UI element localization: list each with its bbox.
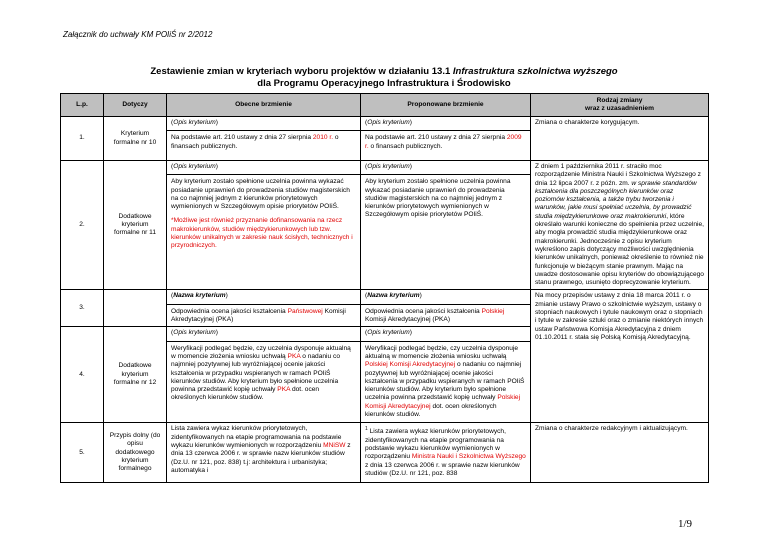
old-title: Opis kryterium xyxy=(173,163,216,170)
changes-table xyxy=(60,93,709,483)
table-row xyxy=(61,423,709,483)
old-cell: (Opis kryterium) Aby kryterium zostało spełnione uczelnia powinna wykazać posiadanie uprawnień do prowadzenia studiów magisterskich na co najmniej jednym z kierunków priorytetowych wymienionych w Szczegółowym opisie priorytetów POIiŚ. *Możliwe jest również przyznanie dofinansowania na rzecz makrokierunków, studiów międzykierunkowych lub tzw. kierunków unikalnych w zakresie nauk ścisłych, technicznych i przyrodniczych. xyxy=(167,161,361,290)
new-text: Odpowiednia ocena jakości kształcenia xyxy=(365,307,482,315)
page-number: 1/9 xyxy=(678,518,693,530)
old-red-2: PKA xyxy=(277,386,291,394)
old-cell: (Opis kryterium) Na podstawie art. 210 ustawy z dnia 27 sierpnia 2010 r. o finansach publicznych. xyxy=(167,117,361,161)
col-rodzaj-l2: wraz z uzasadnieniem xyxy=(585,105,654,112)
col-rodzaj-l1: Rodzaj zmiany xyxy=(596,96,643,104)
row-lp: 2. xyxy=(61,161,104,290)
col-obecne: Obecne brzmienie xyxy=(167,94,361,117)
new-cell: (Opis kryterium) Aby kryterium zostało spełnione uczelnia powinna wykazać posiadanie uprawnień do prowadzenia studiów magisterskich na co najmniej jednym z kierunków priorytetowych wymienionych w Szczegółowym opisie priorytetów POIiŚ. xyxy=(361,161,531,290)
new-title: Nazwa kryterium xyxy=(367,292,420,300)
rodzaj-cell: Zmiana o charakterze redakcyjnym i aktualizującym. xyxy=(531,423,709,483)
title-italic: Infrastruktura szkolnictwa wyższego xyxy=(452,66,618,77)
new-text-mid: o nadaniu co najmniej pozytywnej lub wyróżniającej ocenie jakości kształcenia w przypadku wspieranych w ramach POIiŚ kierunków studiów. Aby kryterium było spełnione uczelnia powinna przedstawić kopię uchwały xyxy=(365,361,525,402)
new-text-end: dot. ocen określonych kierunków studiów. xyxy=(365,402,497,419)
rodzaj-text: Z dniem 1 października 2011 r. straciło moc rozporządzenie Ministra Nauki i Szkolnictwa Wyższego z dnia 12 lipca 2007 r. z późn. zm. xyxy=(535,163,701,187)
old-title: Nazwa kryterium xyxy=(173,292,226,300)
new-text: Weryfikacji podlegać będzie, czy uczelnia dysponuje aktualną w momencie złożenia wniosku uchwałą xyxy=(365,344,519,360)
row-dotyczy: Dodatkowe kryterium formalne nr 12 xyxy=(104,327,167,423)
new-title: Opis kryterium xyxy=(367,163,410,170)
new-text-end: z dnia 13 czerwca 2006 r. w sprawie nazw kierunków studiów (Dz.U. nr 121, poz. 838 xyxy=(365,461,520,478)
old-cell: (Opis kryterium) Weryfikacji podlegać będzie, czy uczelnia dysponuje aktualną w momencie złożenia wniosku uchwałą PKA o nadaniu co najmniej pozytywnej lub wyróżniającej ocenie jakości kształcenia w przypadku wspieranych w ramach POIiŚ kierunków studiów. Aby kryterium było spełnione uczelnia powinna przedstawić kopię uchwały PKA dot. ocen określonych kierunków studiów. xyxy=(167,327,361,423)
old-cell: (Nazwa kryterium) Odpowiednia ocena jakości kształcenia Państwowej Komisji Akredytacyjnej (PKA) xyxy=(167,290,361,327)
new-text-end: Komisji Akredytacyjnej (PKA) xyxy=(365,316,451,324)
row-dotyczy xyxy=(104,290,167,327)
new-cell: (Nazwa kryterium) Odpowiednia ocena jakości kształcenia Polskiej Komisji Akredytacyjnej (PKA) xyxy=(361,290,531,327)
old-red: *Możliwe jest również przyznanie dofinansowania na rzecz makrokierunków, studiów międzykierunkowych lub tzw. kierunków unikalnych w zakresie nauk ścisłych, technicznych i przyrodniczych. xyxy=(171,217,353,250)
old-red: MNiSW xyxy=(323,441,346,449)
row-dotyczy: Dodatkowe kryterium formalne nr 11 xyxy=(104,161,167,290)
old-text: Lista zawiera wykaz kierunków priorytetowych, zidentyfikowanych na etapie programowania na podstawie wykazu kierunków wymienionych w rozporządzeniu xyxy=(171,425,342,449)
row-lp: 5. xyxy=(61,423,104,483)
col-dotyczy: Dotyczy xyxy=(104,94,167,117)
new-cell: (Opis kryterium) Weryfikacji podlegać będzie, czy uczelnia dysponuje aktualną w momencie złożenia wniosku uchwałą Polskiej Komisji Akredytacyjnej o nadaniu co najmniej pozytywnej lub wyróżniającej ocenie jakości kształcenia w przypadku wspieranych w ramach POIiŚ kierunków studiów. Aby kryterium było spełnione uczelnia powinna przedstawić kopię uchwały Polskiej Komisji Akredytacyjnej dot. ocen określonych kierunków studiów. xyxy=(361,327,531,423)
new-text-end: o finansach publicznych. xyxy=(368,142,443,150)
col-rodzaj xyxy=(531,94,709,117)
old-red: PKA xyxy=(287,352,301,360)
old-text-end: dot. ocen określonych kierunków studiów. xyxy=(171,386,320,402)
row-dotyczy: Przypis dolny (do opisu dodatkowego kryterium formalnego xyxy=(104,423,167,483)
rodzaj-cell: Na mocy przepisów ustawy z dnia 18 marca 2011 r. o zmianie ustawy Prawo o szkolnictwie wyższym, ustawy o stopniach naukowych i tytule naukowym oraz o stopniach i tytule w zakresie sztuki oraz o zmianie niektórych innych ustaw Państwowa Komisja Akredytacyjna z dniem 01.10.2011 r. stała się Polską Komisją Akredytacyjną. xyxy=(531,290,709,423)
document-title xyxy=(60,66,708,90)
footnote-marker: 1 xyxy=(365,426,368,433)
title-text: Zestawienie zmian w kryteriach wyboru projektów w działaniu 13.1 xyxy=(150,66,453,77)
new-cell xyxy=(361,423,531,483)
new-title: Opis kryterium xyxy=(367,119,410,126)
new-cell: (Opis kryterium) Na podstawie art. 210 ustawy z dnia 27 sierpnia 2009 r. o finansach publicznych. xyxy=(361,117,531,161)
old-red: 2010 r. xyxy=(312,134,334,142)
new-red: 2009 r. xyxy=(365,134,522,150)
old-text: Weryfikacji podlegać będzie, czy uczelnia dysponuje aktualną w momencie złożenia wniosku uchwałą xyxy=(171,344,351,360)
old-text: Aby kryterium zostało spełnione uczelnia powinna wykazać posiadanie uprawnień do prowadzenia studiów magisterskich na co najmniej jednym z kierunków priorytetowych wymienionych w Szczegółowym opisie priorytetów POIiŚ. xyxy=(171,178,350,211)
table-row xyxy=(61,290,709,327)
table-row xyxy=(61,161,709,290)
col-proponowane: Proponowane brzmienie xyxy=(361,94,531,117)
rodzaj-cell: Zmiana o charakterze korygującym. xyxy=(531,117,709,161)
old-text-end: o finansach publicznych. xyxy=(171,134,339,150)
new-red: Polskiej xyxy=(481,307,505,315)
col-lp: L.p. xyxy=(61,94,104,117)
new-text: Lista zawiera wykaz kierunków priorytetowych, zidentyfikowanych na etapie programowania na podstawie wykazu kierunków wymienionych w rozporządzeniu xyxy=(365,428,506,461)
new-title: Opis kryterium xyxy=(367,329,410,337)
old-red: Państwowej xyxy=(287,307,323,315)
old-text: Odpowiednia ocena jakości kształcenia xyxy=(171,307,288,315)
new-red: Polskiej Komisji Akredytacyjnej xyxy=(365,361,456,369)
table-row xyxy=(61,117,709,161)
old-text-end: Komisji Akredytacyjnej (PKA) xyxy=(171,307,346,324)
new-text: Aby kryterium zostało spełnione uczelnia powinna wykazać posiadanie uprawnień do prowadzenia studiów magisterskich na co najmniej jednym z kierunków priorytetowych wymienionych w Szczegółowym opisie priorytetów POIiŚ. xyxy=(365,178,511,219)
rodzaj-cell xyxy=(531,161,709,290)
row-lp: 1. xyxy=(61,117,104,161)
rodzaj-italic: w sprawie standardów kształcenia dla poszczególnych kierunków oraz poziomów kształcenia, a także trybu tworzenia i warunków, jakie musi spełniać uczelnia, by prowadzić studia międzykierunkowe oraz makrokierunki xyxy=(535,179,697,220)
table-header-row xyxy=(61,94,709,117)
title-line2: dla Programu Operacyjnego Infrastruktura i Środowisko xyxy=(257,78,511,89)
old-title: Opis kryterium xyxy=(173,329,216,337)
row-lp: 4. xyxy=(61,327,104,423)
new-red-2: Polskiej Komisji Akredytacyjnej xyxy=(365,394,521,410)
row-lp: 3. xyxy=(61,290,104,327)
new-red: Ministra Nauki i Szkolnictwa Wyższego xyxy=(411,453,526,461)
old-cell xyxy=(167,423,361,483)
old-title: Opis kryterium xyxy=(173,119,216,126)
row-dotyczy: Kryterium formalne nr 10 xyxy=(104,117,167,161)
document-header: Załącznik do uchwały KM POIiŚ nr 2/2012 xyxy=(63,30,213,39)
rodzaj-text-end: , które określało warunki konieczne do spełnienia przez uczelnie, aby mogła prowadzić studia międzykierunkowe oraz makrokierunki. Jednocześnie z opisu kryterium wykreślono zapis dotyczący możliwości uwzględnienia kierunków unikalnych, ponieważ określenie to również nie funkcjonuje w bieżącym stanie prawnym. Mając na uwadze dostosowanie opisu kryteriów do obowiązującego stanu prawnego, usunięto doprecyzowanie kryterium. xyxy=(535,212,704,287)
old-text: Na podstawie art. 210 ustawy z dnia 27 sierpnia xyxy=(171,134,313,142)
old-text-mid: o nadaniu co najmniej pozytywnej lub wyróżniającej ocenie jakości kształcenia w przypadku wspieranych w ramach POIiŚ kierunków studiów. Aby kryterium było spełnione uczelnia powinna przedstawić kopię uchwały xyxy=(171,352,340,394)
old-text-end: z dnia 13 czerwca 2006 r. w sprawie nazw kierunków studiów (Dz.U. nr 121, poz. 838) t.j: architektura i urbanistyka; automatyka i xyxy=(171,441,351,474)
new-text: Na podstawie art. 210 ustawy z dnia 27 sierpnia xyxy=(365,134,507,142)
